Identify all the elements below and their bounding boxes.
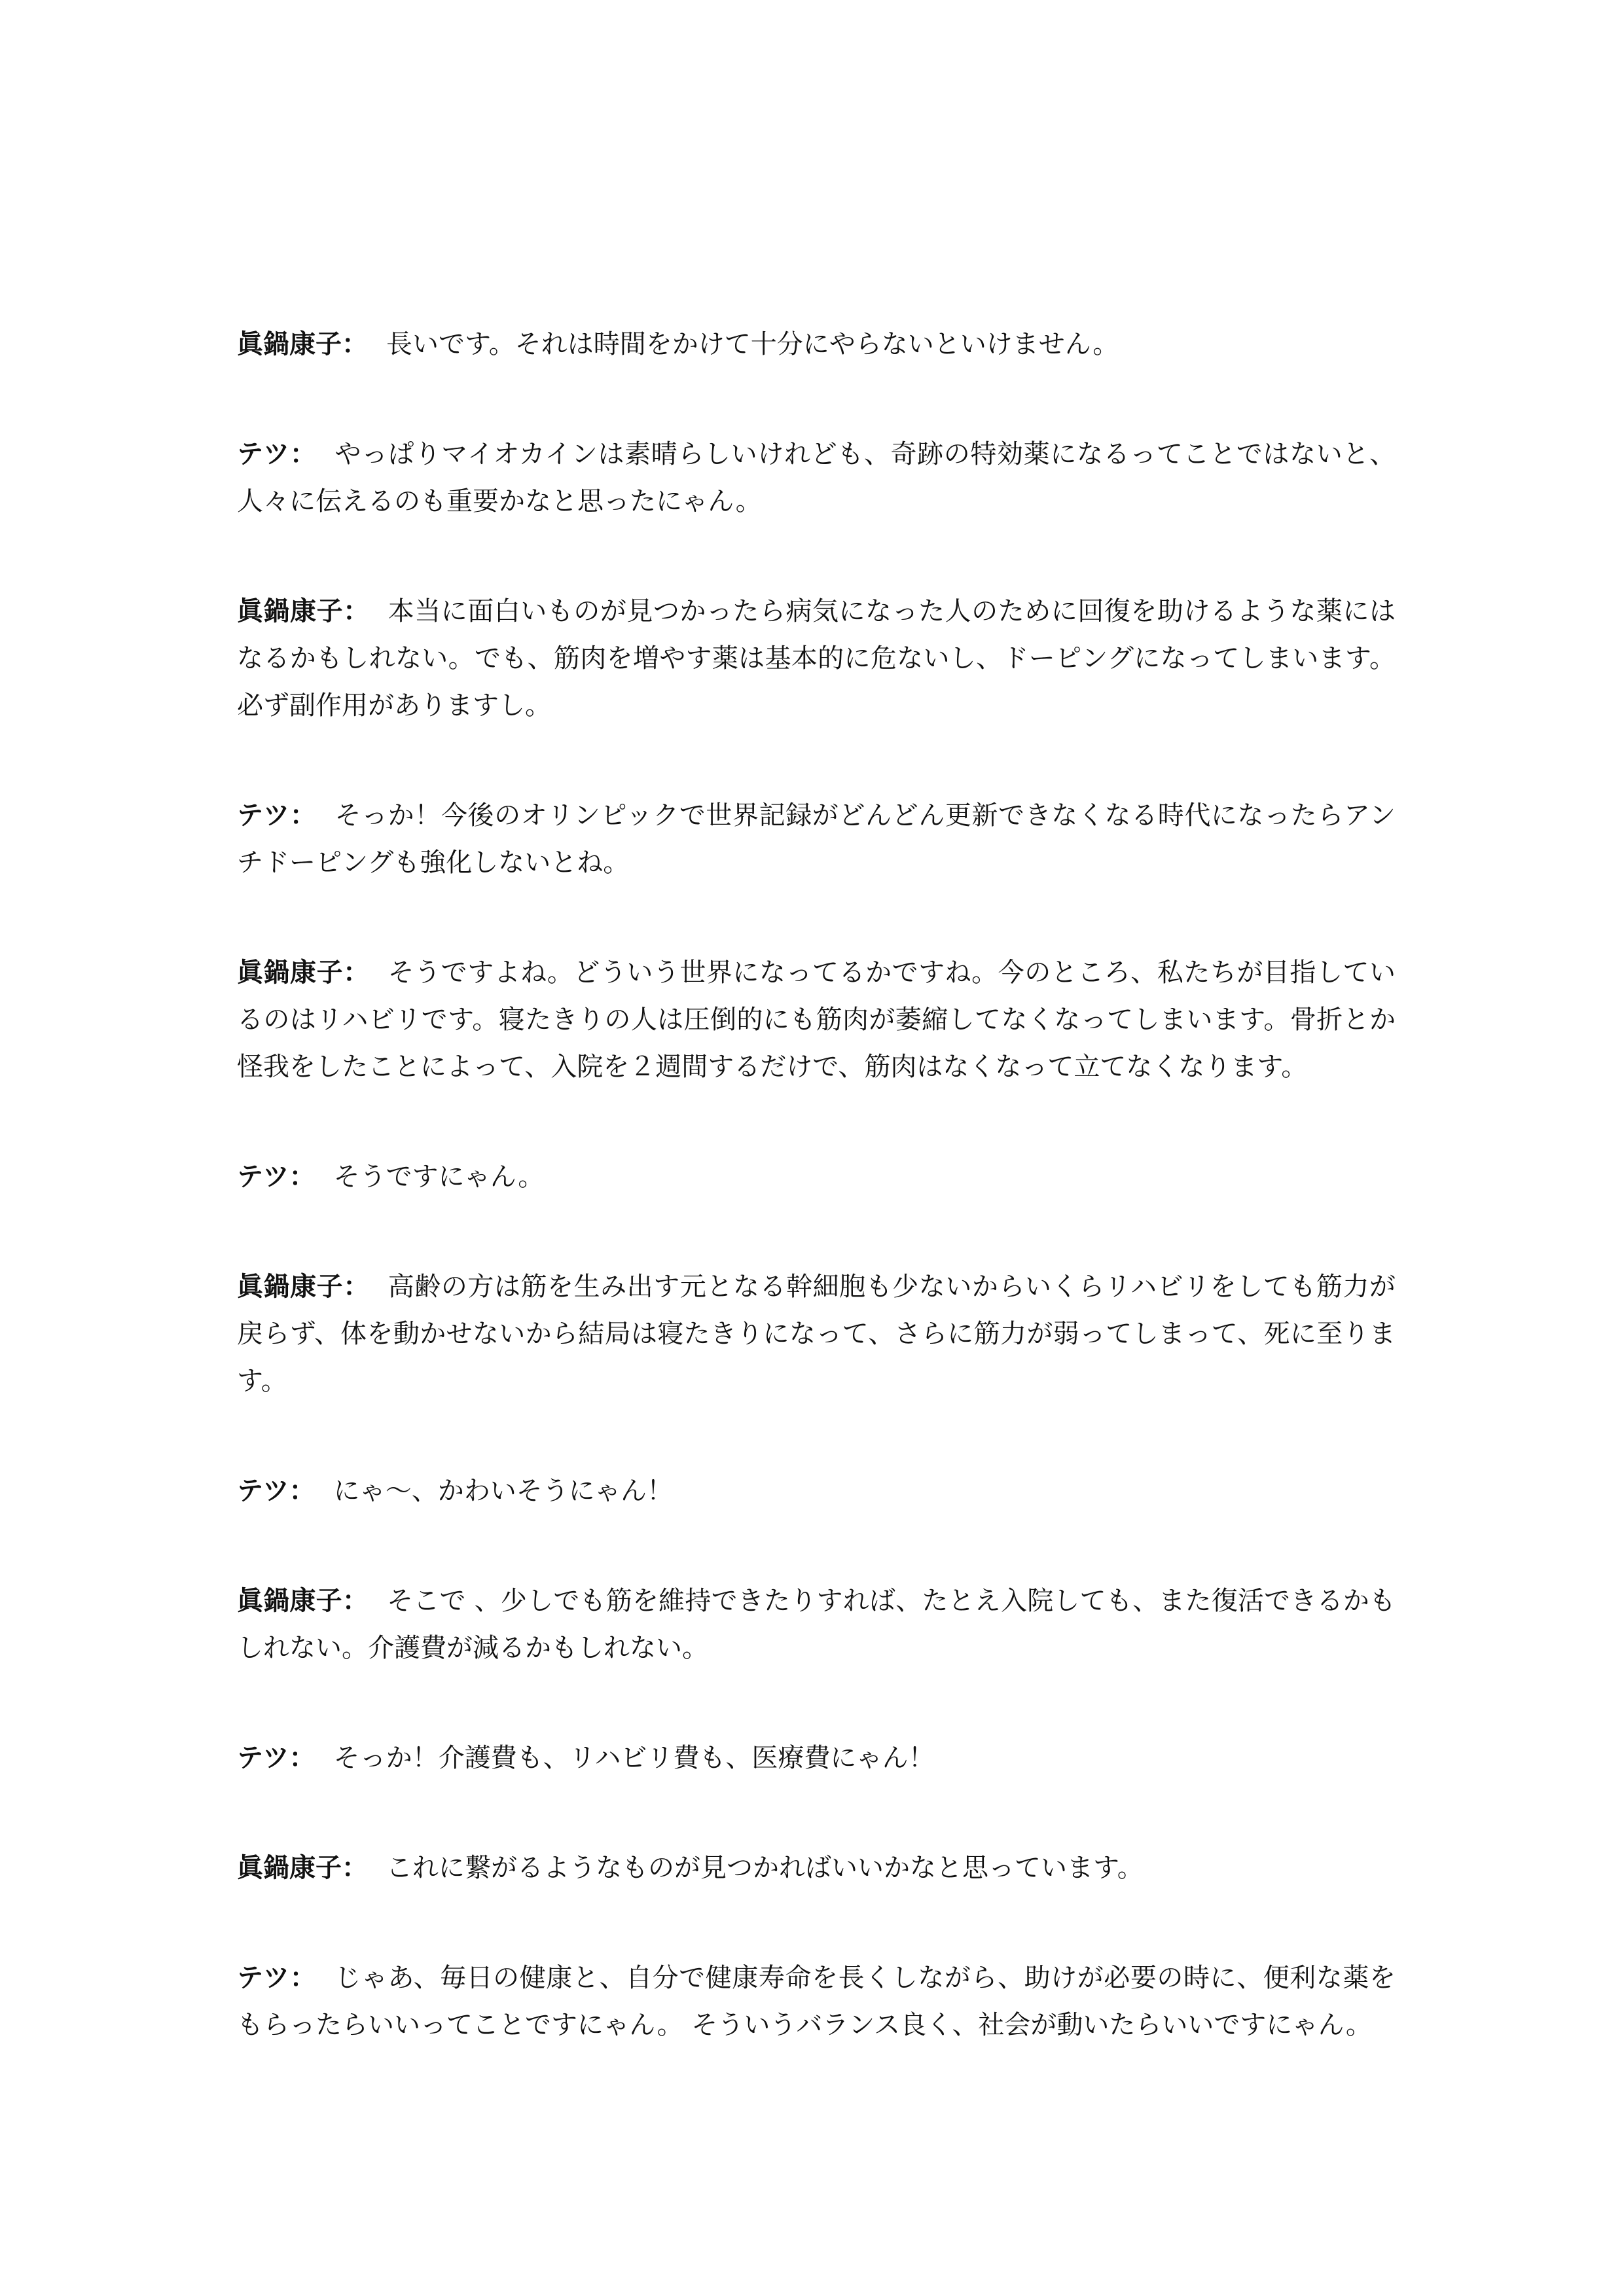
- speaker-name: 眞鍋康子：: [237, 1853, 368, 1883]
- dialogue-entry: [237, 321, 1396, 368]
- dialogue-entry: [237, 431, 1396, 525]
- speaker-name: 眞鍋康子：: [237, 1272, 370, 1302]
- speaker-name: 眞鍋康子：: [237, 596, 370, 626]
- speaker-name: テツ：: [237, 1963, 317, 1993]
- dialogue-text: そっか！今後のオリンピックで世界記録がどんどん更新できなくなる時代になったらアンチドーピングも強化しないとね。: [237, 800, 1396, 878]
- dialogue-text: 長いです。それは時間をかけて十分にやらないといけません。: [386, 329, 1119, 359]
- dialogue-entry: [237, 1954, 1396, 2049]
- document-page: [237, 321, 1396, 2111]
- dialogue-text: これに繋がるようなものが見つかればいいかなと思っています。: [386, 1853, 1144, 1883]
- dialogue-text: にゃ〜、かわいそうにゃん！: [333, 1476, 674, 1506]
- dialogue-entry: [237, 1734, 1396, 1782]
- speaker-name: テツ：: [237, 1162, 316, 1192]
- speaker-name: テツ：: [237, 1476, 316, 1506]
- speaker-name: テツ：: [237, 439, 317, 469]
- dialogue-entry: [237, 949, 1396, 1090]
- dialogue-text: そっか！介護費も、リハビリ費も、医療費にゃん！: [333, 1743, 935, 1773]
- speaker-name: テツ：: [237, 1743, 316, 1773]
- dialogue-text: そうですよね。どういう世界になってるかですね。今のところ、私たちが目指しているのはリハビリです。寝たきりの人は圧倒的にも筋肉が萎縮してなくなってしまいます。骨折とか怪我をしたことによって、入院を２週間するだけで、筋肉はなくなって立てなくなります。: [237, 958, 1396, 1082]
- speaker-name: テツ：: [237, 800, 317, 831]
- dialogue-text: やっぱりマイオカインは素晴らしいけれども、奇跡の特効薬になるってことではないと、人々に伝えるのも重要かなと思ったにゃん。: [237, 439, 1396, 516]
- dialogue-text: そうですにゃん。: [333, 1162, 545, 1192]
- dialogue-entry: [237, 1467, 1396, 1515]
- dialogue-text: そこで 、少しでも筋を維持できたりすれば、たとえ入院しても、また復活できるかもしれない。介護費が減るかもしれない。: [237, 1586, 1396, 1663]
- dialogue-entry: [237, 588, 1396, 729]
- dialogue-entry: [237, 1263, 1396, 1405]
- dialogue-entry: [237, 792, 1396, 886]
- dialogue-text: 高齢の方は筋を生み出す元となる幹細胞も少ないからいくらリハビリをしても筋力が戻らず、体を動かせないから結局は寝たきりになって、さらに筋力が弱ってしまって、死に至ります。: [237, 1272, 1396, 1396]
- dialogue-entry: [237, 1577, 1396, 1672]
- dialogue-entry: [237, 1844, 1396, 1892]
- dialogue-text: じゃあ、毎日の健康と、自分で健康寿命を長くしながら、助けが必要の時に、便利な薬をもらったらいいってことですにゃん。 そういうバランス良く、社会が動いたらいいですにゃん。: [237, 1963, 1396, 2040]
- dialogue-entry: [237, 1153, 1396, 1200]
- speaker-name: 眞鍋康子：: [237, 958, 370, 988]
- speaker-name: 眞鍋康子：: [237, 1586, 369, 1616]
- speaker-name: 眞鍋康子：: [237, 329, 368, 359]
- dialogue-text: 本当に面白いものが見つかったら病気になった人のために回復を助けるような薬にはなるかもしれない。でも、筋肉を増やす薬は基本的に危ないし、ドーピングになってしまいます。必ず副作用がありますし。: [237, 596, 1396, 721]
